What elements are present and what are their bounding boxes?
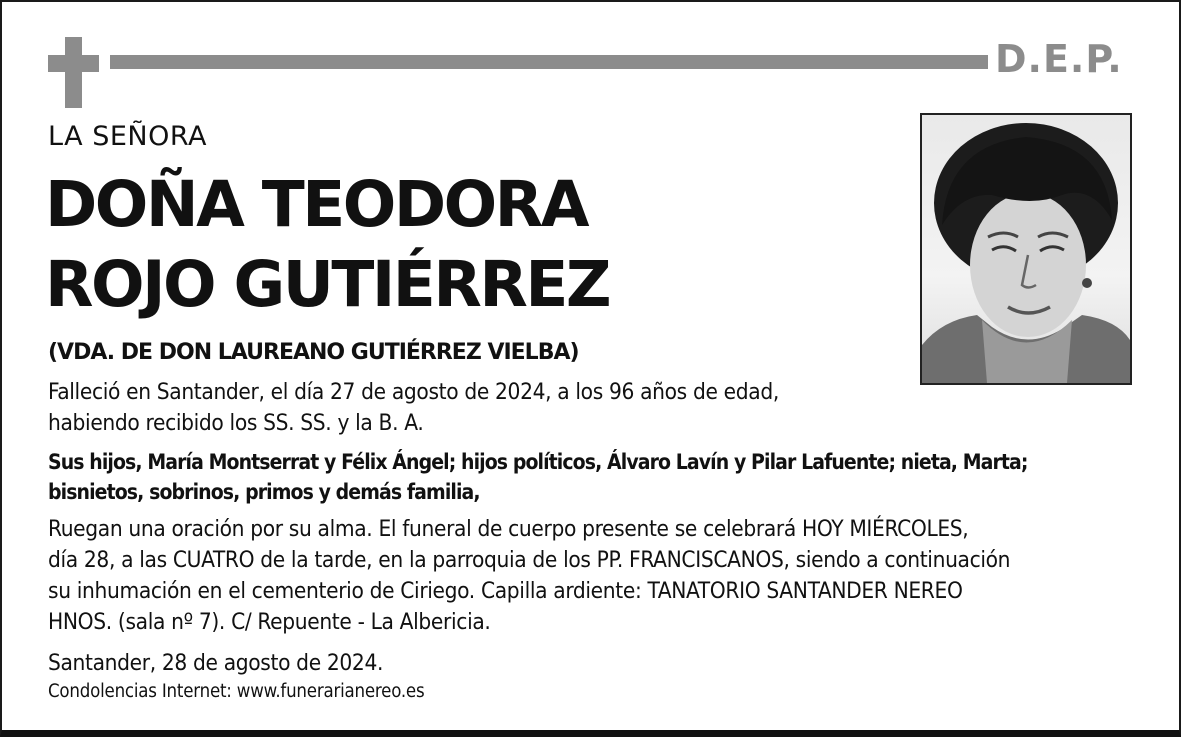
text-line: Falleció en Santander, el día 27 de agosto de 2024, a los 96 años de edad, — [48, 379, 779, 405]
condolences-link[interactable]: Condolencias Internet: www.funerarianereo.es — [48, 681, 425, 702]
service-paragraph — [48, 514, 1010, 638]
death-paragraph — [48, 377, 779, 439]
portrait-photo — [920, 113, 1132, 385]
header-rule — [110, 55, 988, 69]
text-line: habiendo recibido los SS. SS. y la B. A. — [48, 410, 424, 436]
cross-icon-bar — [48, 55, 99, 72]
text-line: HNOS. (sala nº 7). C/ Repuente - La Albericia. — [48, 609, 491, 635]
portrait-illustration — [922, 115, 1130, 383]
deceased-name-line-2: ROJO GUTIÉRREZ — [45, 248, 610, 321]
salutation: LA SEÑORA — [48, 121, 207, 152]
text-line: su inhumación en el cementerio de Ciriego. Capilla ardiente: TANATORIO SANTANDER NEREO — [48, 578, 963, 604]
cross-icon — [65, 37, 82, 108]
widow-of: (VDA. DE DON LAUREANO GUTIÉRREZ VIELBA) — [48, 340, 579, 365]
text-line: Ruegan una oración por su alma. El funeral de cuerpo presente se celebrará HOY MIÉRCOLES, — [48, 516, 969, 542]
family-paragraph — [48, 447, 1028, 507]
text-line: día 28, a las CUATRO de la tarde, en la parroquia de los PP. FRANCISCANOS, siendo a continuación — [48, 547, 1011, 573]
deceased-name-line-1: DOÑA TEODORA — [45, 168, 587, 241]
text-line: bisnietos, sobrinos, primos y demás familia, — [48, 480, 480, 504]
dep-label: D.E.P. — [995, 37, 1123, 81]
place-date: Santander, 28 de agosto de 2024. — [48, 650, 384, 676]
text-line: Sus hijos, María Montserrat y Félix Ángel; hijos políticos, Álvaro Lavín y Pilar Lafuente; nieta, Marta; — [48, 450, 1028, 474]
